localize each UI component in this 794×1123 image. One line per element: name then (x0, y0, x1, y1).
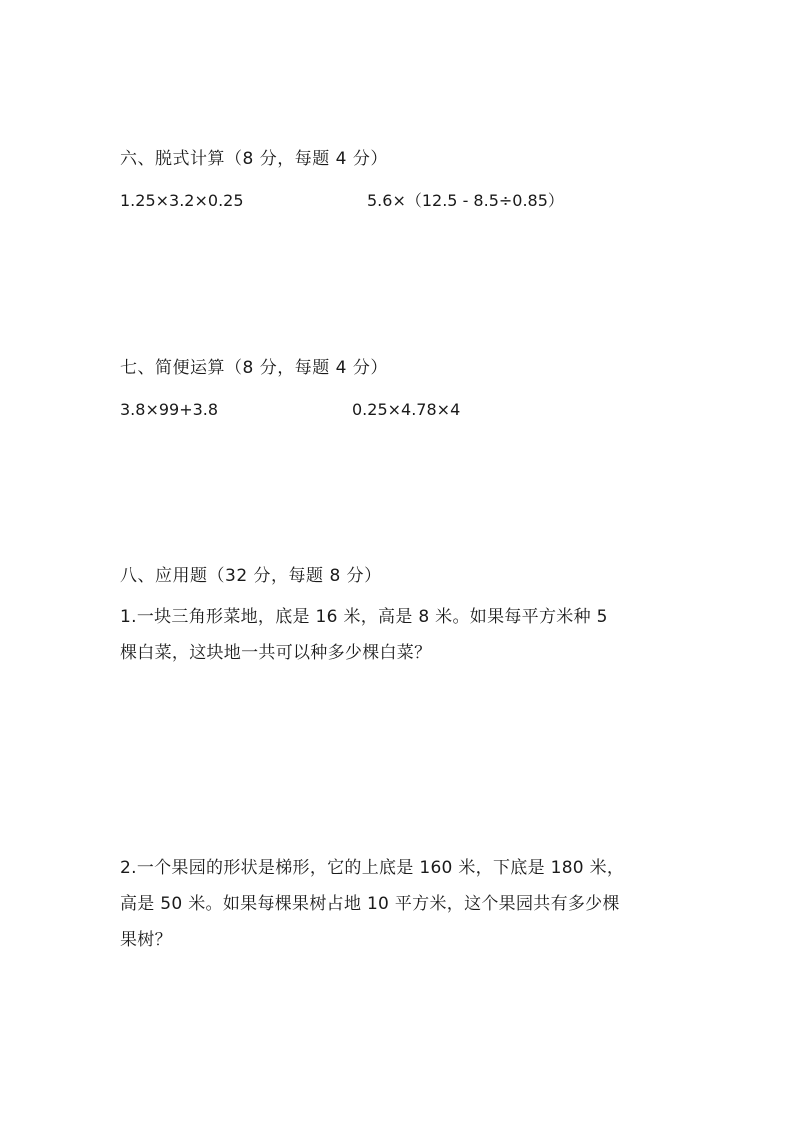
section-7-expression-1: 3.8×99+3.8 (120, 400, 219, 419)
section-7-heading: 七、简便运算（8 分，每题 4 分） (120, 358, 388, 378)
word-problem-2-line-3: 果树？ (120, 930, 172, 950)
section-6-heading: 六、脱式计算（8 分，每题 4 分） (120, 149, 388, 169)
word-problem-1-line-1: 1.一块三角形菜地，底是 16 米，高是 8 米。如果每平方米种 5 (120, 607, 608, 627)
section-6-expression-2: 5.6×（12.5 - 8.5÷0.85） (367, 191, 564, 210)
section-8-heading: 八、应用题（32 分，每题 8 分） (120, 566, 382, 586)
section-7-expression-2: 0.25×4.78×4 (352, 400, 461, 419)
section-6-expression-1: 1.25×3.2×0.25 (120, 191, 244, 210)
word-problem-2-line-1: 2.一个果园的形状是梯形，它的上底是 160 米，下底是 180 米， (120, 858, 625, 878)
word-problem-2-line-2: 高是 50 米。如果每棵果树占地 10 平方米，这个果园共有多少棵 (120, 894, 620, 914)
word-problem-1 (120, 599, 680, 671)
word-problem-1-line-2: 棵白菜，这块地一共可以种多少棵白菜？ (120, 643, 432, 663)
word-problem-2 (120, 850, 680, 958)
